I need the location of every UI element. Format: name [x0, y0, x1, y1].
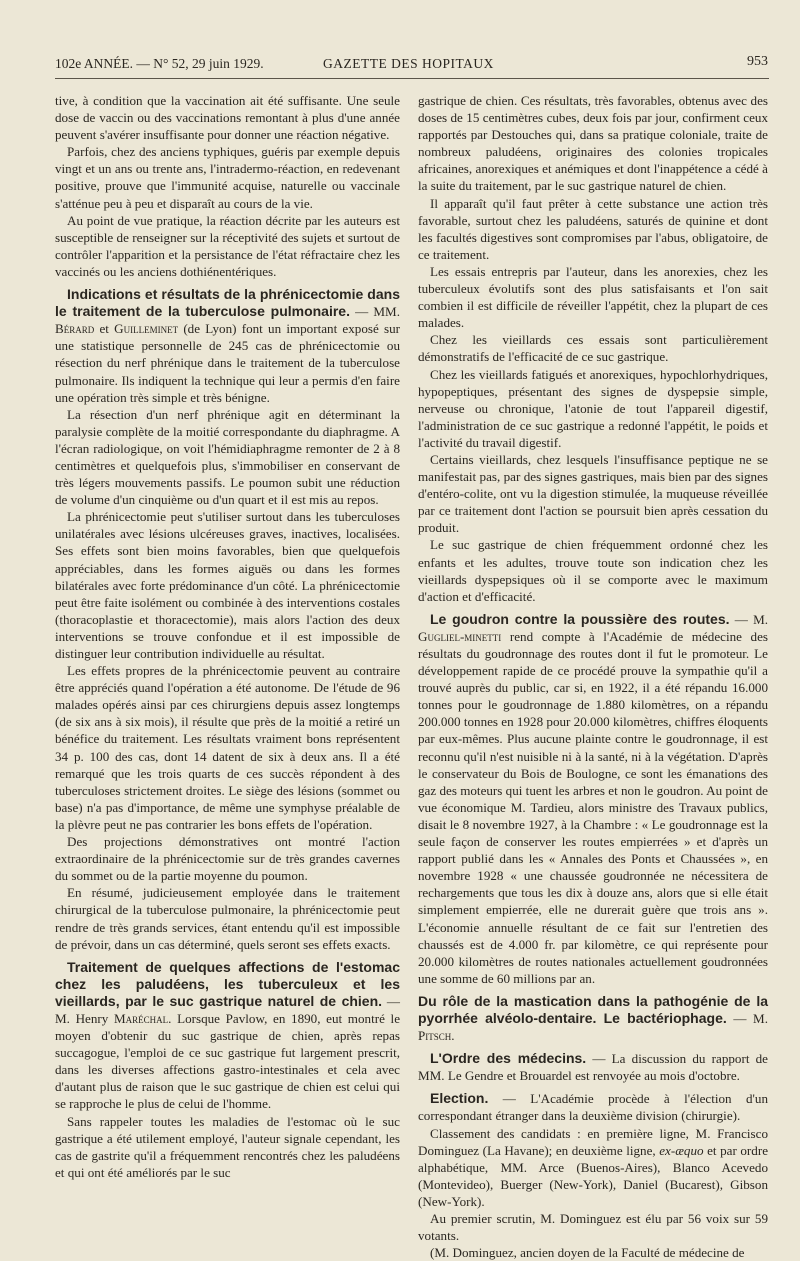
paragraph: Classement des candidats : en première ligne, M. Francisco Dominguez (La Havane); en deuxième ligne, ex-æquo et par ordre alphabétique, MM. Arce (Buenos-Aires), Blanco Acevedo (Montevideo), Buerger (New-York), Daniel (Bucarest), Gibson (New-York).	[418, 1125, 769, 1209]
header-rule	[55, 78, 769, 79]
paragraph: Les essais entrepris par l'auteur, dans les anorexies, chez les tuberculeux évolutifs sont des plus satisfaisants et l'on sait combien il est difficile de réveiller l'appétit, chez la plupart de ces malades.	[418, 263, 768, 331]
left-column	[55, 92, 400, 1181]
paragraph: Parfois, chez des anciens typhiques, guéris par exemple depuis vingt et un ans ou trente ans, l'intradermo-réaction, en redevenant positive, prouve que l'immunité acquise, naturelle ou vaccinale s'atténue peu à peu et disparaît au cours de la vie.	[55, 144, 400, 211]
author-name: Maréchal.	[113, 1010, 172, 1026]
paragraph: Des projections démonstratives ont montré l'action extraordinaire de la phrénicectomie sur de très grandes cavernes du sommet ou de la partie moyenne du poumon.	[55, 834, 400, 884]
paragraph: Chez les vieillards ces essais sont particulièrement démonstratifs de l'efficacité de ce suc gastrique.	[418, 332, 768, 365]
running-head	[55, 52, 768, 74]
issue-line: 102e ANNÉE. — N° 52, 29 juin 1929.	[55, 56, 264, 71]
article-ordre: L'Ordre des médecins. — La discussion du rapport de MM. Le Gendre et Brouardel est renvoyée au mois d'octobre.	[418, 1050, 768, 1084]
article-heading: L'Ordre des médecins.	[430, 1050, 587, 1067]
paragraph: La résection d'un nerf phrénique agit en déterminant la paralysie complète de la moitié correspondante du diaphragme. A l'écran radiologique, on voit l'hémidiaphragme remonter de 2 à 8 centimètres et quelquefois plus, s'immobiliser en conservant de très légers mouvements passifs. Le poumon subit une réduction de volume d'un cinquième ou d'un quart et il est mis au repos.	[55, 406, 400, 508]
right-column	[418, 92, 768, 1261]
article-election: Election. — L'Académie procède à l'élection d'un correspondant étranger dans la deuxième division (chirurgie).	[418, 1090, 768, 1124]
author-name: Bérard	[55, 321, 95, 337]
paragraph: tive, à condition que la vaccination ait été suffisante. Une seule dose de vaccin ou des vaccinations remontant à plus d'une année peuvent s'avérer insuffisante pour donner une réaction négative.	[55, 93, 400, 143]
paragraph: La phrénicectomie peut s'utiliser surtout dans les tuberculoses unilatérales avec lésions ulcéreuses graves, inactives, localisées. Ses effets sont bien moins favorables, bien que quelquefois appréciables, dans les formes aiguës ou dans les formes bilatérales avec forte prédominance d'un côté. La phrénicectomie peut être faite isolément ou combinée à des interventions costales (thoracoplastie et thoracectomie), mais alors l'action des deux interventions se trouve confondue et il est impossible de distinguer leur contribution individuelle au résultat.	[55, 509, 400, 661]
article-heading: Le goudron contre la poussière des routes.	[430, 610, 730, 627]
paragraph: gastrique de chien. Ces résultats, très favorables, obtenus avec des doses de 15 centimètres cubes, deux fois par jour, confirment ceux rapportés par Destouches qui, dans sa pratique coloniale, traite de nombreux paludéens, originaires des colonies tropicales africaines, anorexiques et anémiques et dont l'inappétence a cédé à la suite du traitement, par le suc gastrique naturel de chien.	[418, 93, 768, 194]
paragraph: Certains vieillards, chez lesquels l'insuffisance peptique ne se manifestait pas, par des signes gastriques, mais bien par des signes d'entéro-colite, ont vu la digestion stimulée, la muqueuse réveillée par ce traitement dont l'action se poursuit bien après cessation du produit.	[418, 451, 768, 536]
author-name: Guilleminet	[114, 321, 179, 337]
article-estomac: Traitement de quelques affections de l'estomac chez les paludéens, les tuberculeux et les vieillards, par le suc gastrique naturel de chien. — M. Henry Maréchal. Lorsque Pavlow, en 1890, eut montré le moyen d'obtenir du suc gastrique de chien, après repas succagogue, l'emploi de ce suc gastrique fut largement prescrit, dans les diverses affections gastro-intestinales et cela avec d'autant plus de raison que le suc gastrique de chien est celui qui se rapproche le plus de celui de l'homme.	[55, 958, 401, 1112]
paragraph: (M. Dominguez, ancien doyen de la Faculté de médecine de	[430, 1245, 745, 1261]
paragraph: Au premier scrutin, M. Dominguez est élu par 56 voix sur 59 votants.	[418, 1211, 768, 1244]
author-name: Pitsch.	[418, 1028, 455, 1044]
paragraph: Il apparaît qu'il faut prêter à cette substance une action très favorable, surtout chez les paludéens, saturés de quinine et dont les facultés digestives sont compromises par l'abus, obligatoire, de ce traitement.	[418, 195, 768, 262]
article-goudron: Le goudron contre la poussière des routes. — M. Gugliel-minetti rend compte à l'Académie de médecine des résultats du goudronnage des routes dont il fut le promoteur. Le développement rapide de ce procédé prouve la sympathie qu'il a trouvé auprès du public, car si, en 1922, il a été répandu 16.000 tonnes pour le goudronnage de 1.880 kilomètres, on a répandu 200.000 tonnes en 1928 pour 20.000 kilomètres, chiffres éloquents par eux-mêmes. Plus aucune plainte contre le goudronnage, il est reconnu qu'il n'est nuisible ni à la santé, ni à la végétation. D'après le conservateur du Bois de Boulogne, ce sont les émanations des gaz des moteurs qui tuent les arbres et non le goudron. Au point de vue économique M. Tardieu, alors ministre des Travaux publics, disait le 8 novembre 1927, à la Chambre : « Le goudronnage est la seule façon de conserver les routes empierrées » et d'après un rapport publié dans les « Annales des Ponts et Chaussées », en novembre 1928 « une chaussée goudronnée ne nécessitera de rechargements que tous les dix à douze ans, alors que si elle était simplement empierrée, elle ne durerait guère que trois ans ». L'économie annuelle résultant de ce fait sur l'entretien des chaussés est de 4.000 fr. par kilomètre, ce qui représente pour 20.000 kilomètres de routes nationales actuellement goudronnées une somme de 60 millions par an.	[418, 610, 768, 986]
article-phrenicectomie: Indications et résultats de la phrénicectomie dans le traitement de la tuberculose pulmonaire. — MM. Bérard et Guilleminet (de Lyon) font un important exposé sur une statistique personnelle de 245 cas de phrénicectomie ou résection du nerf phrénique dans le traitement de la tuberculose pulmonaire. Ils indiquent la technique qui leur a permis d'en faire une opération très simple et très bénigne.	[55, 286, 401, 405]
article-heading: Indications et résultats de la phrénicectomie dans le traitement de la tuberculose pulmonaire.	[55, 286, 400, 320]
paragraph: Sans rappeler toutes les maladies de l'estomac où le suc gastrique a été utilement employé, l'auteur signale cependant, les cas de gastrite qu'il a fréquemment rencontrés chez les paludéens et qui ont été améliorés par le suc	[55, 1113, 400, 1180]
page-number: 953	[747, 54, 768, 69]
article-heading: Traitement de quelques affections de l'estomac chez les paludéens, les tuberculeux et les vieillards, par le suc gastrique naturel de chien.	[55, 958, 400, 1009]
article-mastication: Du rôle de la mastication dans la pathogénie de la pyorrhée alvéolo-dentaire. Le bactériophage. — M. Pitsch.	[418, 992, 768, 1044]
paragraph: Chez les vieillards fatigués et anorexiques, hypochlorhydriques, hypopeptiques, présentant des signes de dyspepsie simple, nerveuse ou chronique, l'atonie de tout l'appareil digestif, l'administration de ce suc gastrique a redonné l'appétit, le poids et l'activité du travail digestif.	[418, 366, 768, 450]
paragraph: Le suc gastrique de chien fréquemment ordonné chez les enfants et les adultes, trouve toute son indication chez les vieillards dyspepsiques où il se comporte avec le maximum d'action et d'efficacité.	[418, 537, 768, 604]
paragraph: Au point de vue pratique, la réaction décrite par les auteurs est susceptible de renseigner sur la réceptivité des sujets et surtout de contrôler l'apparition et la persistance de l'état réfractaire chez les vaccinés ou les anciens dothiénentériques.	[55, 212, 400, 279]
journal-title: GAZETTE DES HOPITAUX	[323, 56, 494, 71]
author-name: Gugliel-minetti	[418, 628, 502, 644]
article-heading: Du rôle de la mastication dans la pathogénie de la pyorrhée alvéolo-dentaire. Le bactériophage.	[418, 992, 768, 1026]
article-heading: Election.	[430, 1090, 489, 1107]
paragraph: En résumé, judicieusement employée dans le traitement chirurgical de la tuberculose pulmonaire, la phrénicectomie peut rendre de très grands services, étant entendu qu'il est impossible de prévoir, dans un cas déterminé, quels seront ses effets exacts.	[55, 885, 400, 952]
paragraph: Les effets propres de la phrénicectomie peuvent au contraire être appréciés quand l'opération a été autonome. De l'étude de 96 malades opérés ainsi par ces chirurgiens depuis assez longtemps (de six ans à six mois), il résulte que près de la moitié a retiré un bénéfice du traitement. Les résultats vraiment bons représentent 34 p. 100 des cas, dont 14 datent de six à deux ans. Il a été remarqué que les trois quarts de ces succès répondent à des tuberculoses strictement droites. Le siège des lésions (sommet ou base) n'a pas d'importance, de même une symphyse préalable de la plèvre peut ne pas contrarier les bons effets de l'opération.	[55, 663, 400, 832]
